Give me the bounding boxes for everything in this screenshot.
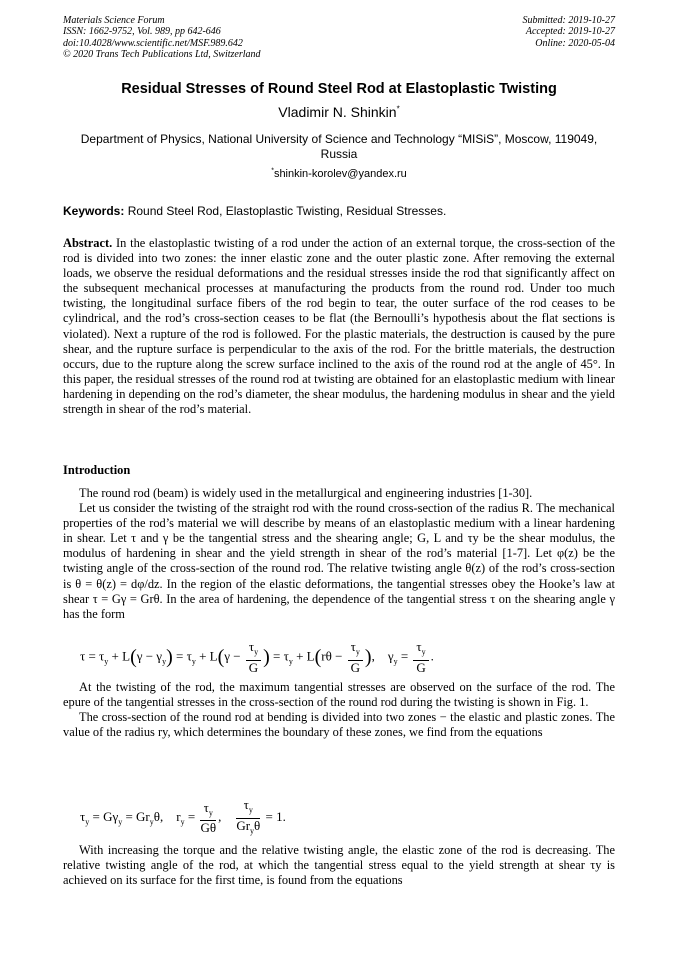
- introduction-heading: Introduction: [63, 463, 131, 477]
- author-name: Vladimir N. Shinkin: [278, 104, 397, 120]
- introduction-body-2: [63, 680, 615, 740]
- equation-boundary: $\tau_y = G\gamma_y = Gr_y\theta$, $r_y$ = $\frac{\tau_y}{G\theta}$ , $\frac{\tau_y}{Gr_y\theta}$ = 1.: [80, 797, 286, 836]
- accepted-date: Accepted: 2019-10-27: [525, 26, 615, 38]
- author-mark: *: [396, 104, 400, 114]
- keywords-label: Keywords:: [63, 204, 125, 218]
- paragraph: With increasing the torque and the relative twisting angle, the elastic zone of the rod is decreasing. The relative twisting angle of the rod, at which the tangential stress equal to the yield strength at shear τy is achieved on its surface for the first time, is found from the equations: [63, 843, 615, 888]
- affiliation: [63, 132, 615, 162]
- journal-name: Materials Science Forum: [63, 15, 165, 26]
- paper-title: Residual Stresses of Round Steel Rod at Elastoplastic Twisting: [121, 81, 557, 97]
- dates-header: [523, 15, 616, 49]
- copyright: © 2020 Trans Tech Publications Ltd, Switzerland: [63, 48, 261, 60]
- keywords: [63, 204, 615, 218]
- paragraph: Let us consider the twisting of the straight rod with the round cross-section of the radius R. The mechanical properties of the rod’s material we will describe by means of an elastoplastic medium with a linear hardening in shear. Let τ and γ be the tangential stress and the shearing angle; G, L and τy be the shear modulus, the modulus of hardening in shear and the yield strength in shear of the rod’s material [1-7]. Let φ(z) be the twisting angle of the cross-section of the round rod. The relative twisting angle θ(z) of the rod’s cross-section is θ = θ(z) = dφ/dz. In the region of the elastic deformations, the tangential stresses obey the Hooke’s law at shear τ = Gγ = Grθ. In the area of hardening, the dependence of the tangential stress τ on the shearing angle γ has the form: [63, 501, 615, 621]
- keywords-text: Round Steel Rod, Elastoplastic Twisting, Residual Stresses.: [127, 204, 447, 218]
- doi: doi:10.4028/www.scientific.net/MSF.989.642: [63, 37, 243, 49]
- paragraph: The cross-section of the round rod at bending is divided into two zones − the elastic and plastic zones. The value of the radius ry, which determines the boundary of these zones, we find from the equations: [63, 710, 615, 740]
- affiliation-line-1: Department of Physics, National University of Science and Technology “MISiS”, Moscow, 119049,: [80, 132, 598, 146]
- submitted-date: Submitted: 2019-10-27: [522, 15, 615, 26]
- introduction-body-1: [63, 486, 615, 622]
- journal-header: [63, 15, 261, 60]
- paragraph: At the twisting of the rod, the maximum tangential stresses are observed on the surface of the rod. The epure of the tangential stresses in the cross-section of the round rod during the twisting is shown in Fig. 1.: [63, 680, 615, 710]
- affiliation-line-2: Russia: [320, 147, 358, 161]
- abstract-text: In the elastoplastic twisting of a rod under the action of an external torque, the cross-section of the rod is divided into two zones: the inner elastic zone and the outer plastic zone. After removing the external loads, we observe the residual deformations and the residual stresses inside the rod that significantly affect on the subsequent mechanical processes at manufacturing the products from the round rod. Under too much twisting, the longitudinal surface fibers of the rod begin to tear, the outer surface of the rod ceases to be cylindrical, and the rod’s cross-section ceases to be flat (the Bernoulli’s hypothesis about the flat sections is violated). Next a rupture of the rod is followed. For the plastic materials, the destruction is caused by the pure shear, and the rupture surface is perpendicular to the axis of the rod. For the brittle materials, the destruction occurs, due to the rupture along the screw surface inclined to the axis of the round rod at the angle of 45°. In this paper, the residual stresses of the round rod at twisting are obtained for an elastoplastic medium with linear hardening in depending on the rod’s diameter, the shear modulus, the hardening modulus in shear and the yield strength in shear of the rod’s material.: [63, 236, 615, 417]
- paragraph: The round rod (beam) is widely used in the metallurgical and engineering industries [1-30].: [79, 486, 533, 500]
- introduction-body-3: [63, 843, 615, 888]
- abstract-label: Abstract.: [63, 236, 113, 250]
- email: [63, 168, 615, 180]
- abstract: [63, 236, 615, 417]
- online-date: Online: 2020-05-04: [535, 37, 615, 49]
- email-address[interactable]: shinkin-korolev@yandex.ru: [273, 168, 407, 180]
- issn: ISSN: 1662-9752, Vol. 989, pp 642-646: [63, 26, 221, 38]
- equation-hardening: $\tau = \tau_y + L(\gamma - \gamma_y) = \tau_y + L(\gamma$ − $\frac{\tau_y}{G}$ ) = $\tau_y + L(r\theta$ − $\frac{\tau_y}{G}$ ), $\gamma_y$ = $\frac{\tau_y}{G}$ .: [80, 639, 434, 675]
- email-mark: *: [271, 167, 274, 175]
- author: [40, 104, 638, 120]
